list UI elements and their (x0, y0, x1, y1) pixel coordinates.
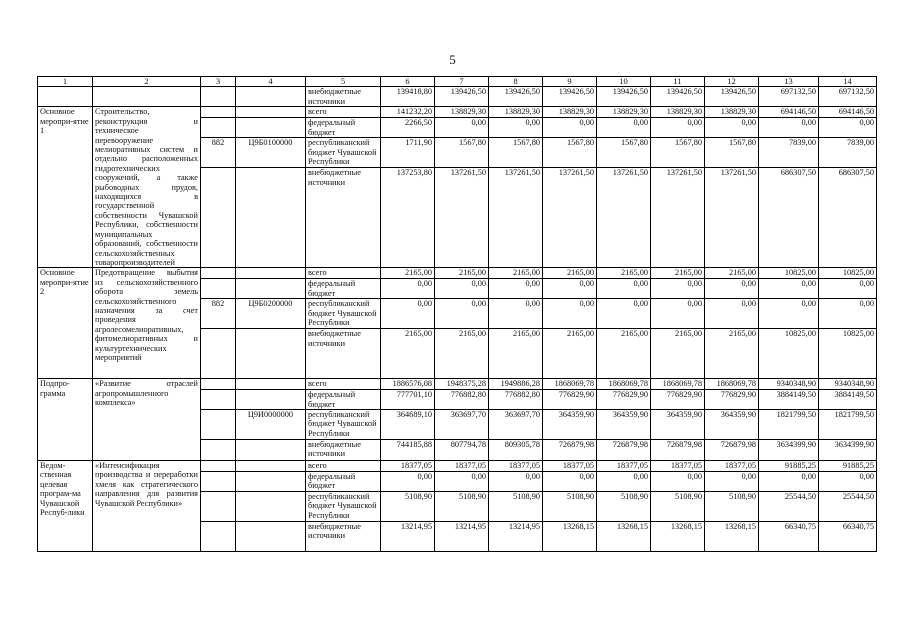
executor-code-cell (201, 521, 236, 551)
amount-cell: 2165,00 (489, 268, 543, 279)
column-header: 12 (705, 77, 759, 87)
amount-cell: 2165,00 (705, 268, 759, 279)
amount-cell: 138829,30 (435, 107, 489, 118)
measure-description-cell (93, 87, 201, 107)
budget-classification-cell: Ц9Б0200000 (236, 299, 306, 329)
executor-code-cell (201, 409, 236, 439)
amount-cell: 18377,05 (543, 460, 597, 471)
amount-cell: 1567,80 (489, 138, 543, 168)
amount-cell: 364689,10 (381, 409, 435, 439)
funding-source-cell: внебюджетные источники (306, 329, 381, 379)
amount-cell: 1886576,08 (381, 379, 435, 390)
amount-cell: 5108,90 (381, 491, 435, 521)
amount-cell: 0,00 (435, 299, 489, 329)
funding-source-cell: всего (306, 460, 381, 471)
amount-cell: 5108,90 (543, 491, 597, 521)
amount-cell: 0,00 (543, 118, 597, 138)
amount-cell: 139426,50 (597, 87, 651, 107)
amount-cell: 2266,50 (381, 118, 435, 138)
amount-cell: 0,00 (759, 299, 819, 329)
budget-classification-cell: Ц9И0000000 (236, 409, 306, 439)
amount-cell: 18377,05 (381, 460, 435, 471)
executor-code-cell (201, 87, 236, 107)
amount-cell: 13268,15 (543, 521, 597, 551)
amount-cell: 686307,50 (819, 168, 877, 268)
amount-cell: 0,00 (381, 279, 435, 299)
amount-cell: 1567,80 (705, 138, 759, 168)
amount-cell: 0,00 (435, 471, 489, 491)
amount-cell: 9340348,90 (759, 379, 819, 390)
amount-cell: 13268,15 (651, 521, 705, 551)
budget-classification-cell: Ц9Б0100000 (236, 138, 306, 168)
measure-type-cell (38, 87, 93, 107)
amount-cell: 364359,90 (543, 409, 597, 439)
budget-classification-cell (236, 268, 306, 279)
amount-cell: 809305,78 (489, 439, 543, 460)
column-header: 7 (435, 77, 489, 87)
table-row (38, 268, 877, 279)
amount-cell: 137261,50 (489, 168, 543, 268)
measure-type-cell: Основное меропри-ятие 1 (38, 107, 93, 268)
amount-cell: 726879,98 (651, 439, 705, 460)
funding-source-cell: республиканский бюджет Чувашской Республики (306, 409, 381, 439)
amount-cell: 364359,90 (705, 409, 759, 439)
table-row (38, 87, 877, 107)
amount-cell: 1711,90 (381, 138, 435, 168)
amount-cell: 137253,80 (381, 168, 435, 268)
budget-classification-cell (236, 521, 306, 551)
amount-cell: 5108,90 (489, 491, 543, 521)
column-header: 4 (236, 77, 306, 87)
table-row (38, 460, 877, 471)
amount-cell: 5108,90 (705, 491, 759, 521)
amount-cell: 1868069,78 (651, 379, 705, 390)
amount-cell: 0,00 (597, 118, 651, 138)
amount-cell: 138829,30 (705, 107, 759, 118)
amount-cell: 18377,05 (435, 460, 489, 471)
amount-cell: 2165,00 (435, 268, 489, 279)
amount-cell: 10825,00 (819, 329, 877, 379)
amount-cell: 13214,95 (381, 521, 435, 551)
funding-source-cell: всего (306, 107, 381, 118)
funding-source-cell: всего (306, 379, 381, 390)
measure-description-cell: Строительство, реконструкция и техническое перевооружение мелиоративных систем и отдельно расположенных гидротехнических сооружений, а также рыбоводных прудов, находящихся в государственной собственности Чувашской Республики, собственности муниципальных образований, собственности сельскохозяйственных товаропроизводителей (93, 107, 201, 268)
measure-description-cell: «Развитие отраслей агропромышленного комплекса» (93, 379, 201, 461)
amount-cell: 66340,75 (819, 521, 877, 551)
amount-cell: 0,00 (759, 279, 819, 299)
amount-cell: 0,00 (705, 118, 759, 138)
amount-cell: 0,00 (651, 299, 705, 329)
funding-source-cell: внебюджетные источники (306, 87, 381, 107)
amount-cell: 7839,00 (759, 138, 819, 168)
amount-cell: 0,00 (597, 471, 651, 491)
amount-cell: 3884149,50 (759, 390, 819, 410)
budget-classification-cell (236, 168, 306, 268)
amount-cell: 0,00 (489, 279, 543, 299)
amount-cell: 139418,80 (381, 87, 435, 107)
amount-cell: 1567,80 (597, 138, 651, 168)
amount-cell: 13268,15 (705, 521, 759, 551)
amount-cell: 0,00 (381, 299, 435, 329)
amount-cell: 0,00 (543, 299, 597, 329)
column-header: 1 (38, 77, 93, 87)
amount-cell: 137261,50 (435, 168, 489, 268)
amount-cell: 0,00 (819, 279, 877, 299)
funding-source-cell: федеральный бюджет (306, 118, 381, 138)
amount-cell: 777701,10 (381, 390, 435, 410)
amount-cell: 13214,95 (489, 521, 543, 551)
column-number-row (38, 77, 877, 87)
executor-code-cell (201, 471, 236, 491)
amount-cell: 1821799,50 (819, 409, 877, 439)
budget-classification-cell (236, 379, 306, 390)
funding-source-cell: республиканский бюджет Чувашской Республики (306, 299, 381, 329)
amount-cell: 10825,00 (759, 268, 819, 279)
amount-cell: 776829,90 (597, 390, 651, 410)
amount-cell: 0,00 (705, 279, 759, 299)
amount-cell: 0,00 (759, 471, 819, 491)
amount-cell: 2165,00 (651, 268, 705, 279)
executor-code-cell (201, 118, 236, 138)
amount-cell: 726879,98 (705, 439, 759, 460)
amount-cell: 1567,80 (543, 138, 597, 168)
amount-cell: 697132,50 (759, 87, 819, 107)
budget-classification-cell (236, 471, 306, 491)
amount-cell: 1868069,78 (543, 379, 597, 390)
column-header: 3 (201, 77, 236, 87)
amount-cell: 0,00 (759, 118, 819, 138)
amount-cell: 138829,30 (597, 107, 651, 118)
amount-cell: 0,00 (651, 471, 705, 491)
amount-cell: 0,00 (705, 299, 759, 329)
amount-cell: 5108,90 (651, 491, 705, 521)
amount-cell: 139426,50 (651, 87, 705, 107)
column-header: 9 (543, 77, 597, 87)
column-header: 6 (381, 77, 435, 87)
amount-cell: 0,00 (819, 118, 877, 138)
executor-code-cell (201, 268, 236, 279)
amount-cell: 1948375,28 (435, 379, 489, 390)
amount-cell: 5108,90 (597, 491, 651, 521)
amount-cell: 1868069,78 (597, 379, 651, 390)
measure-description-cell: Предотвращение выбытия из сельскохозяйственного оборота земель сельскохозяйственного назначения за счет проведения агролесомелиоративных, фитомелиоративных и культуртехнических мероприятий (93, 268, 201, 379)
measure-type-cell: Ведом-ственная целевая програм-ма Чувашской Респуб-лики (38, 460, 93, 551)
amount-cell: 694146,50 (819, 107, 877, 118)
amount-cell: 139426,50 (435, 87, 489, 107)
amount-cell: 0,00 (435, 118, 489, 138)
amount-cell: 0,00 (651, 118, 705, 138)
funding-source-cell: внебюджетные источники (306, 521, 381, 551)
executor-code-cell (201, 107, 236, 118)
executor-code-cell (201, 390, 236, 410)
amount-cell: 363697,70 (489, 409, 543, 439)
amount-cell: 0,00 (705, 471, 759, 491)
amount-cell: 363697,70 (435, 409, 489, 439)
amount-cell: 1821799,50 (759, 409, 819, 439)
amount-cell: 10825,00 (759, 329, 819, 379)
amount-cell: 776829,90 (705, 390, 759, 410)
amount-cell: 0,00 (597, 299, 651, 329)
executor-code-cell (201, 491, 236, 521)
column-header: 13 (759, 77, 819, 87)
measure-type-cell: Подпро-грамма (38, 379, 93, 461)
amount-cell: 2165,00 (489, 329, 543, 379)
amount-cell: 0,00 (651, 279, 705, 299)
amount-cell: 138829,30 (489, 107, 543, 118)
budget-classification-cell (236, 279, 306, 299)
budget-classification-cell (236, 439, 306, 460)
amount-cell: 697132,50 (819, 87, 877, 107)
amount-cell: 0,00 (435, 279, 489, 299)
column-header: 5 (306, 77, 381, 87)
amount-cell: 139426,50 (543, 87, 597, 107)
amount-cell: 0,00 (489, 471, 543, 491)
table-row (38, 107, 877, 118)
executor-code-cell: 882 (201, 138, 236, 168)
budget-classification-cell (236, 107, 306, 118)
amount-cell: 141232,20 (381, 107, 435, 118)
amount-cell: 726879,98 (543, 439, 597, 460)
amount-cell: 1868069,78 (705, 379, 759, 390)
budget-classification-cell (236, 87, 306, 107)
amount-cell: 0,00 (489, 299, 543, 329)
amount-cell: 0,00 (543, 279, 597, 299)
table-row (38, 379, 877, 390)
amount-cell: 2165,00 (543, 329, 597, 379)
amount-cell: 137261,50 (543, 168, 597, 268)
amount-cell: 694146,50 (759, 107, 819, 118)
budget-classification-cell (236, 118, 306, 138)
amount-cell: 0,00 (819, 471, 877, 491)
column-header: 14 (819, 77, 877, 87)
funding-source-cell: федеральный бюджет (306, 390, 381, 410)
amount-cell: 776829,90 (543, 390, 597, 410)
amount-cell: 686307,50 (759, 168, 819, 268)
amount-cell: 18377,05 (651, 460, 705, 471)
funding-source-cell: федеральный бюджет (306, 279, 381, 299)
amount-cell: 5108,90 (435, 491, 489, 521)
funding-source-cell: федеральный бюджет (306, 471, 381, 491)
amount-cell: 2165,00 (543, 268, 597, 279)
executor-code-cell (201, 168, 236, 268)
amount-cell: 138829,30 (651, 107, 705, 118)
amount-cell: 0,00 (489, 118, 543, 138)
amount-cell: 2165,00 (651, 329, 705, 379)
measure-type-cell: Основное меропри-ятие 2 (38, 268, 93, 379)
amount-cell: 3634399,90 (759, 439, 819, 460)
amount-cell: 364359,90 (597, 409, 651, 439)
executor-code-cell (201, 279, 236, 299)
budget-table (37, 76, 877, 552)
amount-cell: 9340348,90 (819, 379, 877, 390)
funding-source-cell: внебюджетные источники (306, 439, 381, 460)
amount-cell: 91885,25 (759, 460, 819, 471)
measure-description-cell: «Интенсификация производства и переработки хмеля как стратегического направления для развития Чувашской Республики» (93, 460, 201, 551)
amount-cell: 2165,00 (435, 329, 489, 379)
executor-code-cell (201, 379, 236, 390)
amount-cell: 2165,00 (381, 268, 435, 279)
amount-cell: 13268,15 (597, 521, 651, 551)
amount-cell: 18377,05 (597, 460, 651, 471)
column-header: 11 (651, 77, 705, 87)
amount-cell: 1567,80 (435, 138, 489, 168)
amount-cell: 66340,75 (759, 521, 819, 551)
executor-code-cell (201, 460, 236, 471)
amount-cell: 776829,90 (651, 390, 705, 410)
column-header: 8 (489, 77, 543, 87)
amount-cell: 18377,05 (489, 460, 543, 471)
budget-classification-cell (236, 329, 306, 379)
column-header: 2 (93, 77, 201, 87)
amount-cell: 0,00 (543, 471, 597, 491)
amount-cell: 13214,95 (435, 521, 489, 551)
funding-source-cell: всего (306, 268, 381, 279)
amount-cell: 25544,50 (759, 491, 819, 521)
amount-cell: 0,00 (819, 299, 877, 329)
amount-cell: 726879,98 (597, 439, 651, 460)
funding-source-cell: внебюджетные источники (306, 168, 381, 268)
amount-cell: 7839,00 (819, 138, 877, 168)
amount-cell: 139426,50 (705, 87, 759, 107)
funding-source-cell: республиканский бюджет Чувашской Республики (306, 138, 381, 168)
amount-cell: 138829,30 (543, 107, 597, 118)
funding-source-cell: республиканский бюджет Чувашской Республики (306, 491, 381, 521)
amount-cell: 0,00 (597, 279, 651, 299)
amount-cell: 364359,90 (651, 409, 705, 439)
amount-cell: 1567,80 (651, 138, 705, 168)
budget-classification-cell (236, 491, 306, 521)
amount-cell: 25544,50 (819, 491, 877, 521)
amount-cell: 3884149,50 (819, 390, 877, 410)
amount-cell: 91885,25 (819, 460, 877, 471)
column-header: 10 (597, 77, 651, 87)
amount-cell: 137261,50 (597, 168, 651, 268)
page-number: 5 (449, 52, 456, 67)
amount-cell: 2165,00 (381, 329, 435, 379)
budget-classification-cell (236, 460, 306, 471)
amount-cell: 1949886,28 (489, 379, 543, 390)
amount-cell: 744185,88 (381, 439, 435, 460)
executor-code-cell (201, 329, 236, 379)
amount-cell: 2165,00 (597, 329, 651, 379)
amount-cell: 776882,80 (435, 390, 489, 410)
amount-cell: 137261,50 (651, 168, 705, 268)
amount-cell: 137261,50 (705, 168, 759, 268)
executor-code-cell (201, 439, 236, 460)
amount-cell: 10825,00 (819, 268, 877, 279)
executor-code-cell: 882 (201, 299, 236, 329)
amount-cell: 139426,50 (489, 87, 543, 107)
amount-cell: 807794,78 (435, 439, 489, 460)
amount-cell: 2165,00 (705, 329, 759, 379)
amount-cell: 3634399,90 (819, 439, 877, 460)
amount-cell: 2165,00 (597, 268, 651, 279)
amount-cell: 0,00 (381, 471, 435, 491)
budget-classification-cell (236, 390, 306, 410)
amount-cell: 18377,05 (705, 460, 759, 471)
amount-cell: 776882,80 (489, 390, 543, 410)
